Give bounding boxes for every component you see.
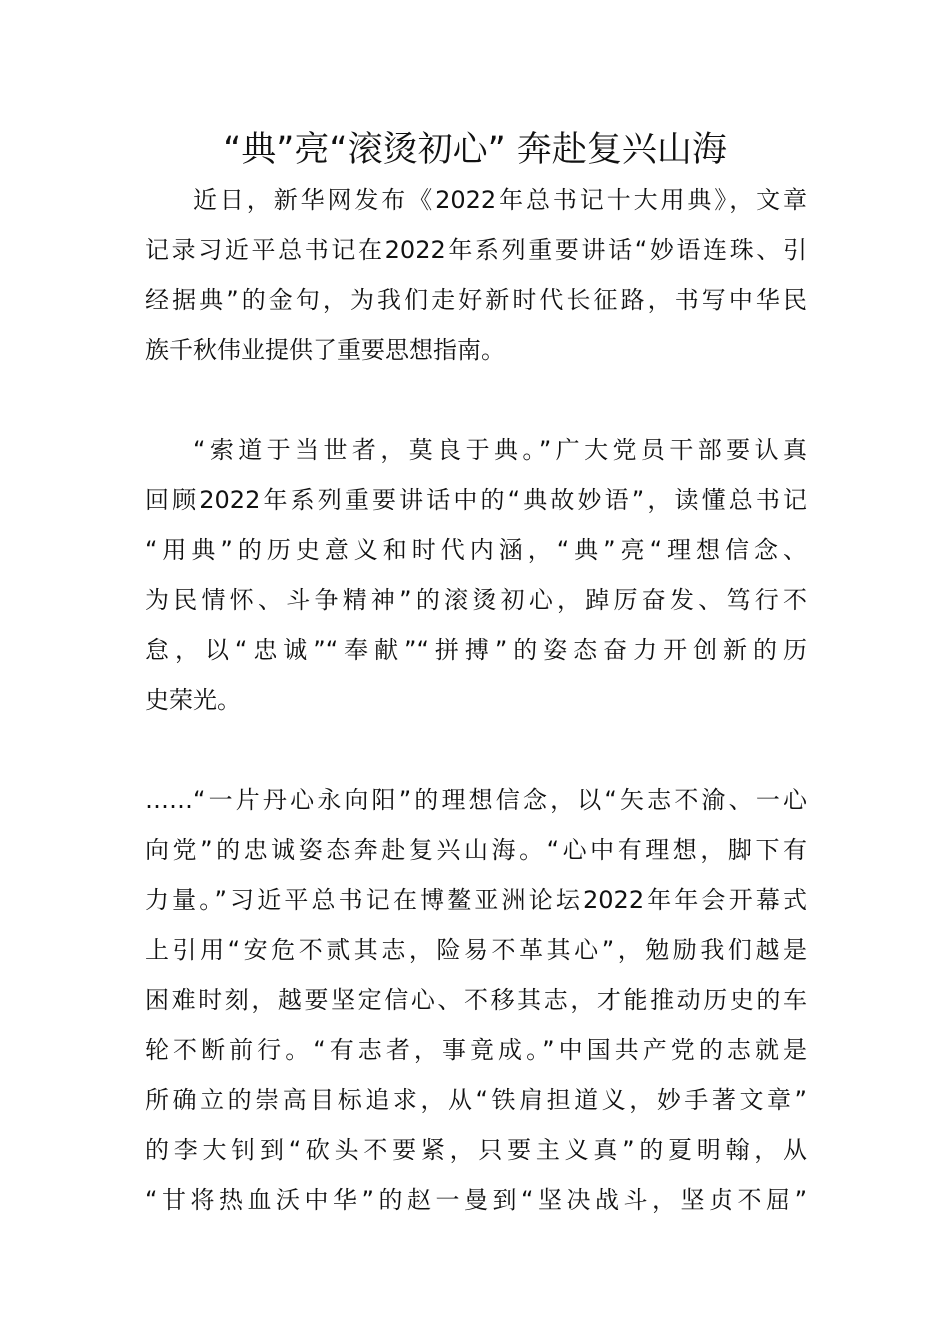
paragraph-3-line-3: 力量。”习近平总书记在博鳌亚洲论坛2022年年会开幕式: [145, 886, 807, 914]
paragraph-2-line-3: “用典”的历史意义和时代内涵，“典”亮“理想信念、: [145, 536, 807, 564]
paragraph-2-line-2: 回顾2022年系列重要讲话中的“典故妙语”，读懂总书记: [145, 486, 807, 514]
paragraph-3-line-6: 轮不断前行。“有志者，事竟成。”中国共产党的志就是: [145, 1036, 807, 1064]
paragraph-3-line-7: 所确立的崇高目标追求，从“铁肩担道义，妙手著文章”: [145, 1086, 807, 1114]
paragraph-3-line-4: 上引用“安危不贰其志，险易不革其心”，勉励我们越是: [145, 936, 807, 964]
paragraph-1-line-3: 经据典”的金句，为我们走好新时代长征路，书写中华民: [145, 286, 807, 314]
paragraph-3-line-1: ……“一片丹心永向阳”的理想信念，以“矢志不渝、一心: [145, 786, 807, 814]
paragraph-3-line-2: 向党”的忠诚姿态奔赴复兴山海。“心中有理想，脚下有: [145, 836, 807, 864]
paragraph-1-line-1: 近日，新华网发布《2022年总书记十大用典》，文章: [193, 186, 807, 214]
paragraph-1-line-2: 记录习近平总书记在2022年系列重要讲话“妙语连珠、引: [145, 236, 807, 264]
paragraph-2-line-4: 为民情怀、斗争精神”的滚烫初心，踔厉奋发、笃行不: [145, 586, 807, 614]
document-title: “典”亮“滚烫初心” 奔赴复兴山海: [223, 130, 727, 170]
paragraph-2-line-1: “索道于当世者，莫良于典。”广大党员干部要认真: [193, 436, 807, 464]
paragraph-2-line-5: 怠，以“忠诚”“奉献”“拼搏”的姿态奋力开创新的历: [145, 636, 807, 664]
paragraph-1-line-4: 族千秋伟业提供了重要思想指南。: [145, 336, 505, 364]
paragraph-3-line-8: 的李大钊到“砍头不要紧，只要主义真”的夏明翰，从: [145, 1136, 807, 1164]
paragraph-3-line-9: “甘将热血沃中华”的赵一曼到“坚决战斗，坚贞不屈”: [145, 1186, 807, 1214]
paragraph-3-line-5: 困难时刻，越要坚定信心、不移其志，才能推动历史的车: [145, 986, 807, 1014]
paragraph-2-line-6: 史荣光。: [145, 686, 241, 714]
